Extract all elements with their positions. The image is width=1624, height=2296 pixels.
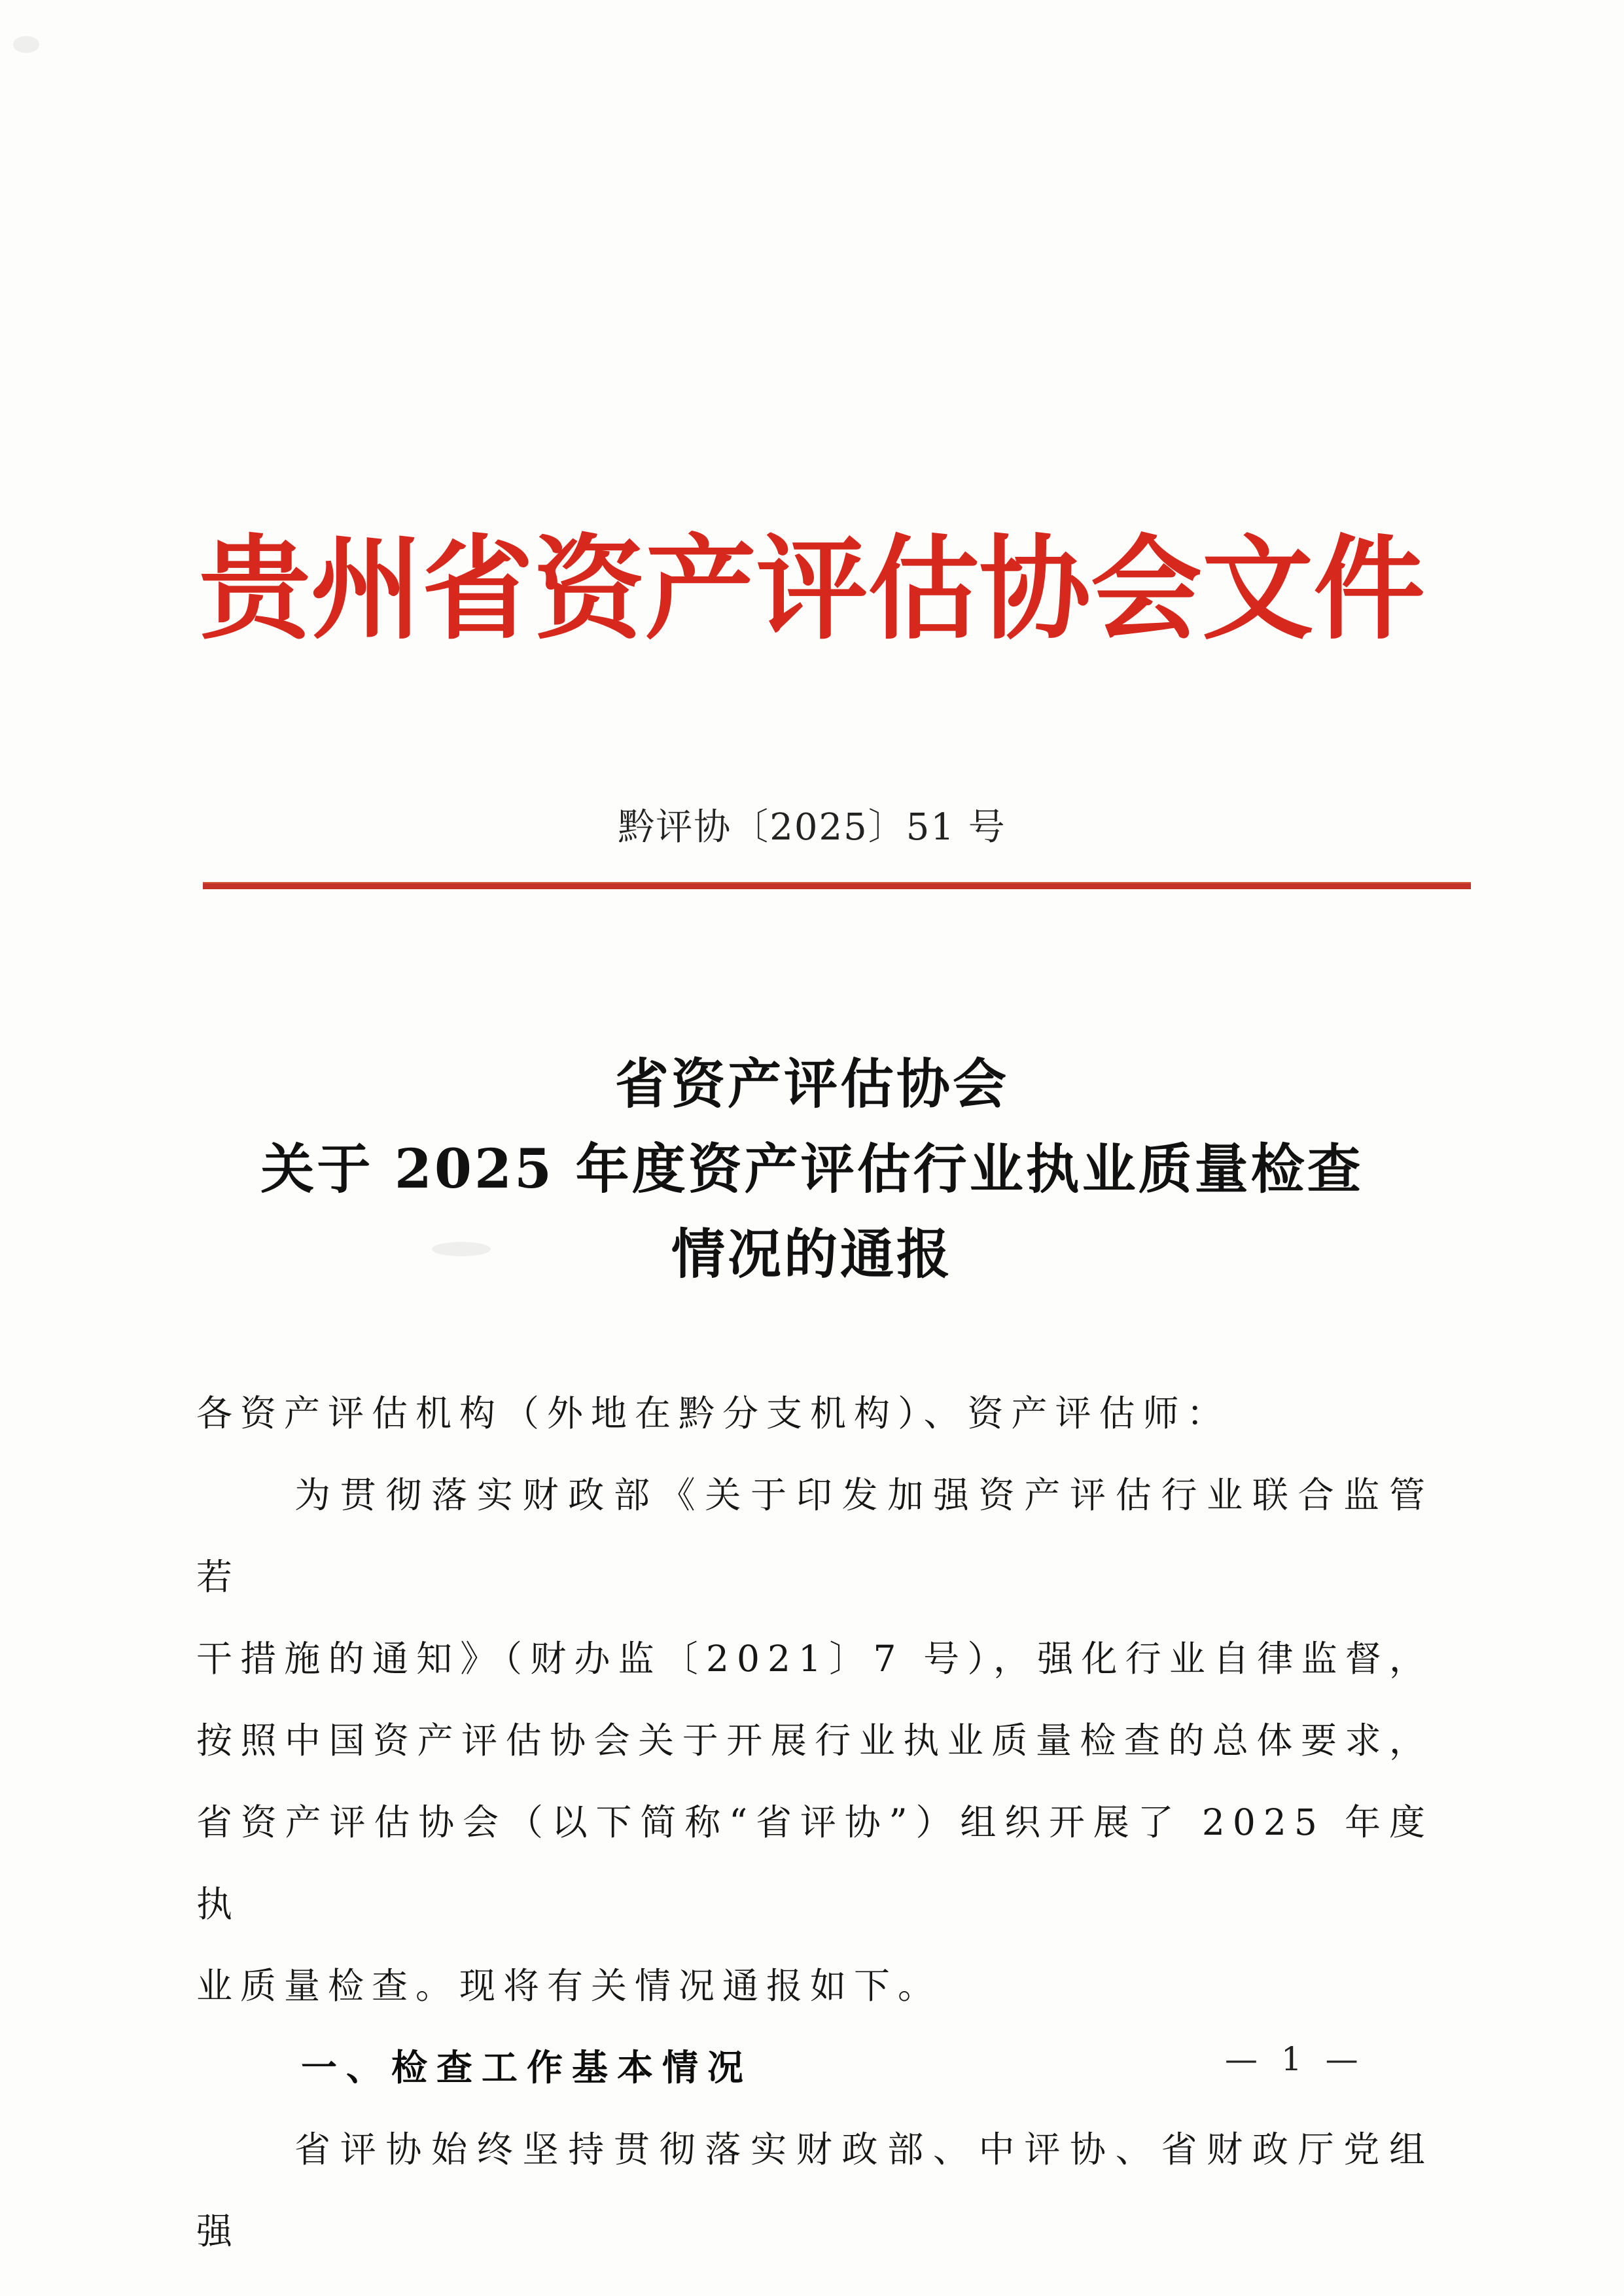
section-heading: 一、检查工作基本情况 [301,2047,753,2089]
red-divider-rule [203,882,1471,889]
document-title-line-1: 省资产评估协会 [614,1053,1009,1116]
document-title [0,1042,1624,1297]
body-line: 省资产评估协会（以下简称“省评协”）组织开展了 2025 年度执 [196,1801,1433,1925]
document-number: 黔评协〔2025〕51 号 [618,806,1006,849]
body-line: 干措施的通知》（财办监〔2021〕7 号），强化行业自律监督， [196,1638,1433,1680]
document-title-line-3: 情况的通报 [671,1223,953,1286]
body-line: 业质量检查。现将有关情况通报如下。 [196,1965,942,2007]
document-body [196,1373,1433,2272]
scan-smudge [432,1242,491,1256]
org-masthead: 贵州省资产评估协会文件 [199,522,1425,655]
scan-smudge [13,36,39,53]
document-title-line-2: 关于 2025 年度资产评估行业执业质量检查 [260,1138,1364,1201]
body-line: 省评协始终坚持贯彻落实财政部、中评协、省财政厅党组强 [196,2128,1433,2252]
body-line: 按照中国资产评估协会关于开展行业执业质量检查的总体要求， [196,1720,1433,1761]
salutation-line: 各资产评估机构（外地在黔分支机构）、资产评估师： [196,1392,1231,1434]
body-line: 为贯彻落实财政部《关于印发加强资产评估行业联合监管若 [196,1474,1433,1598]
page-number: — 1 — [1225,2040,1365,2078]
